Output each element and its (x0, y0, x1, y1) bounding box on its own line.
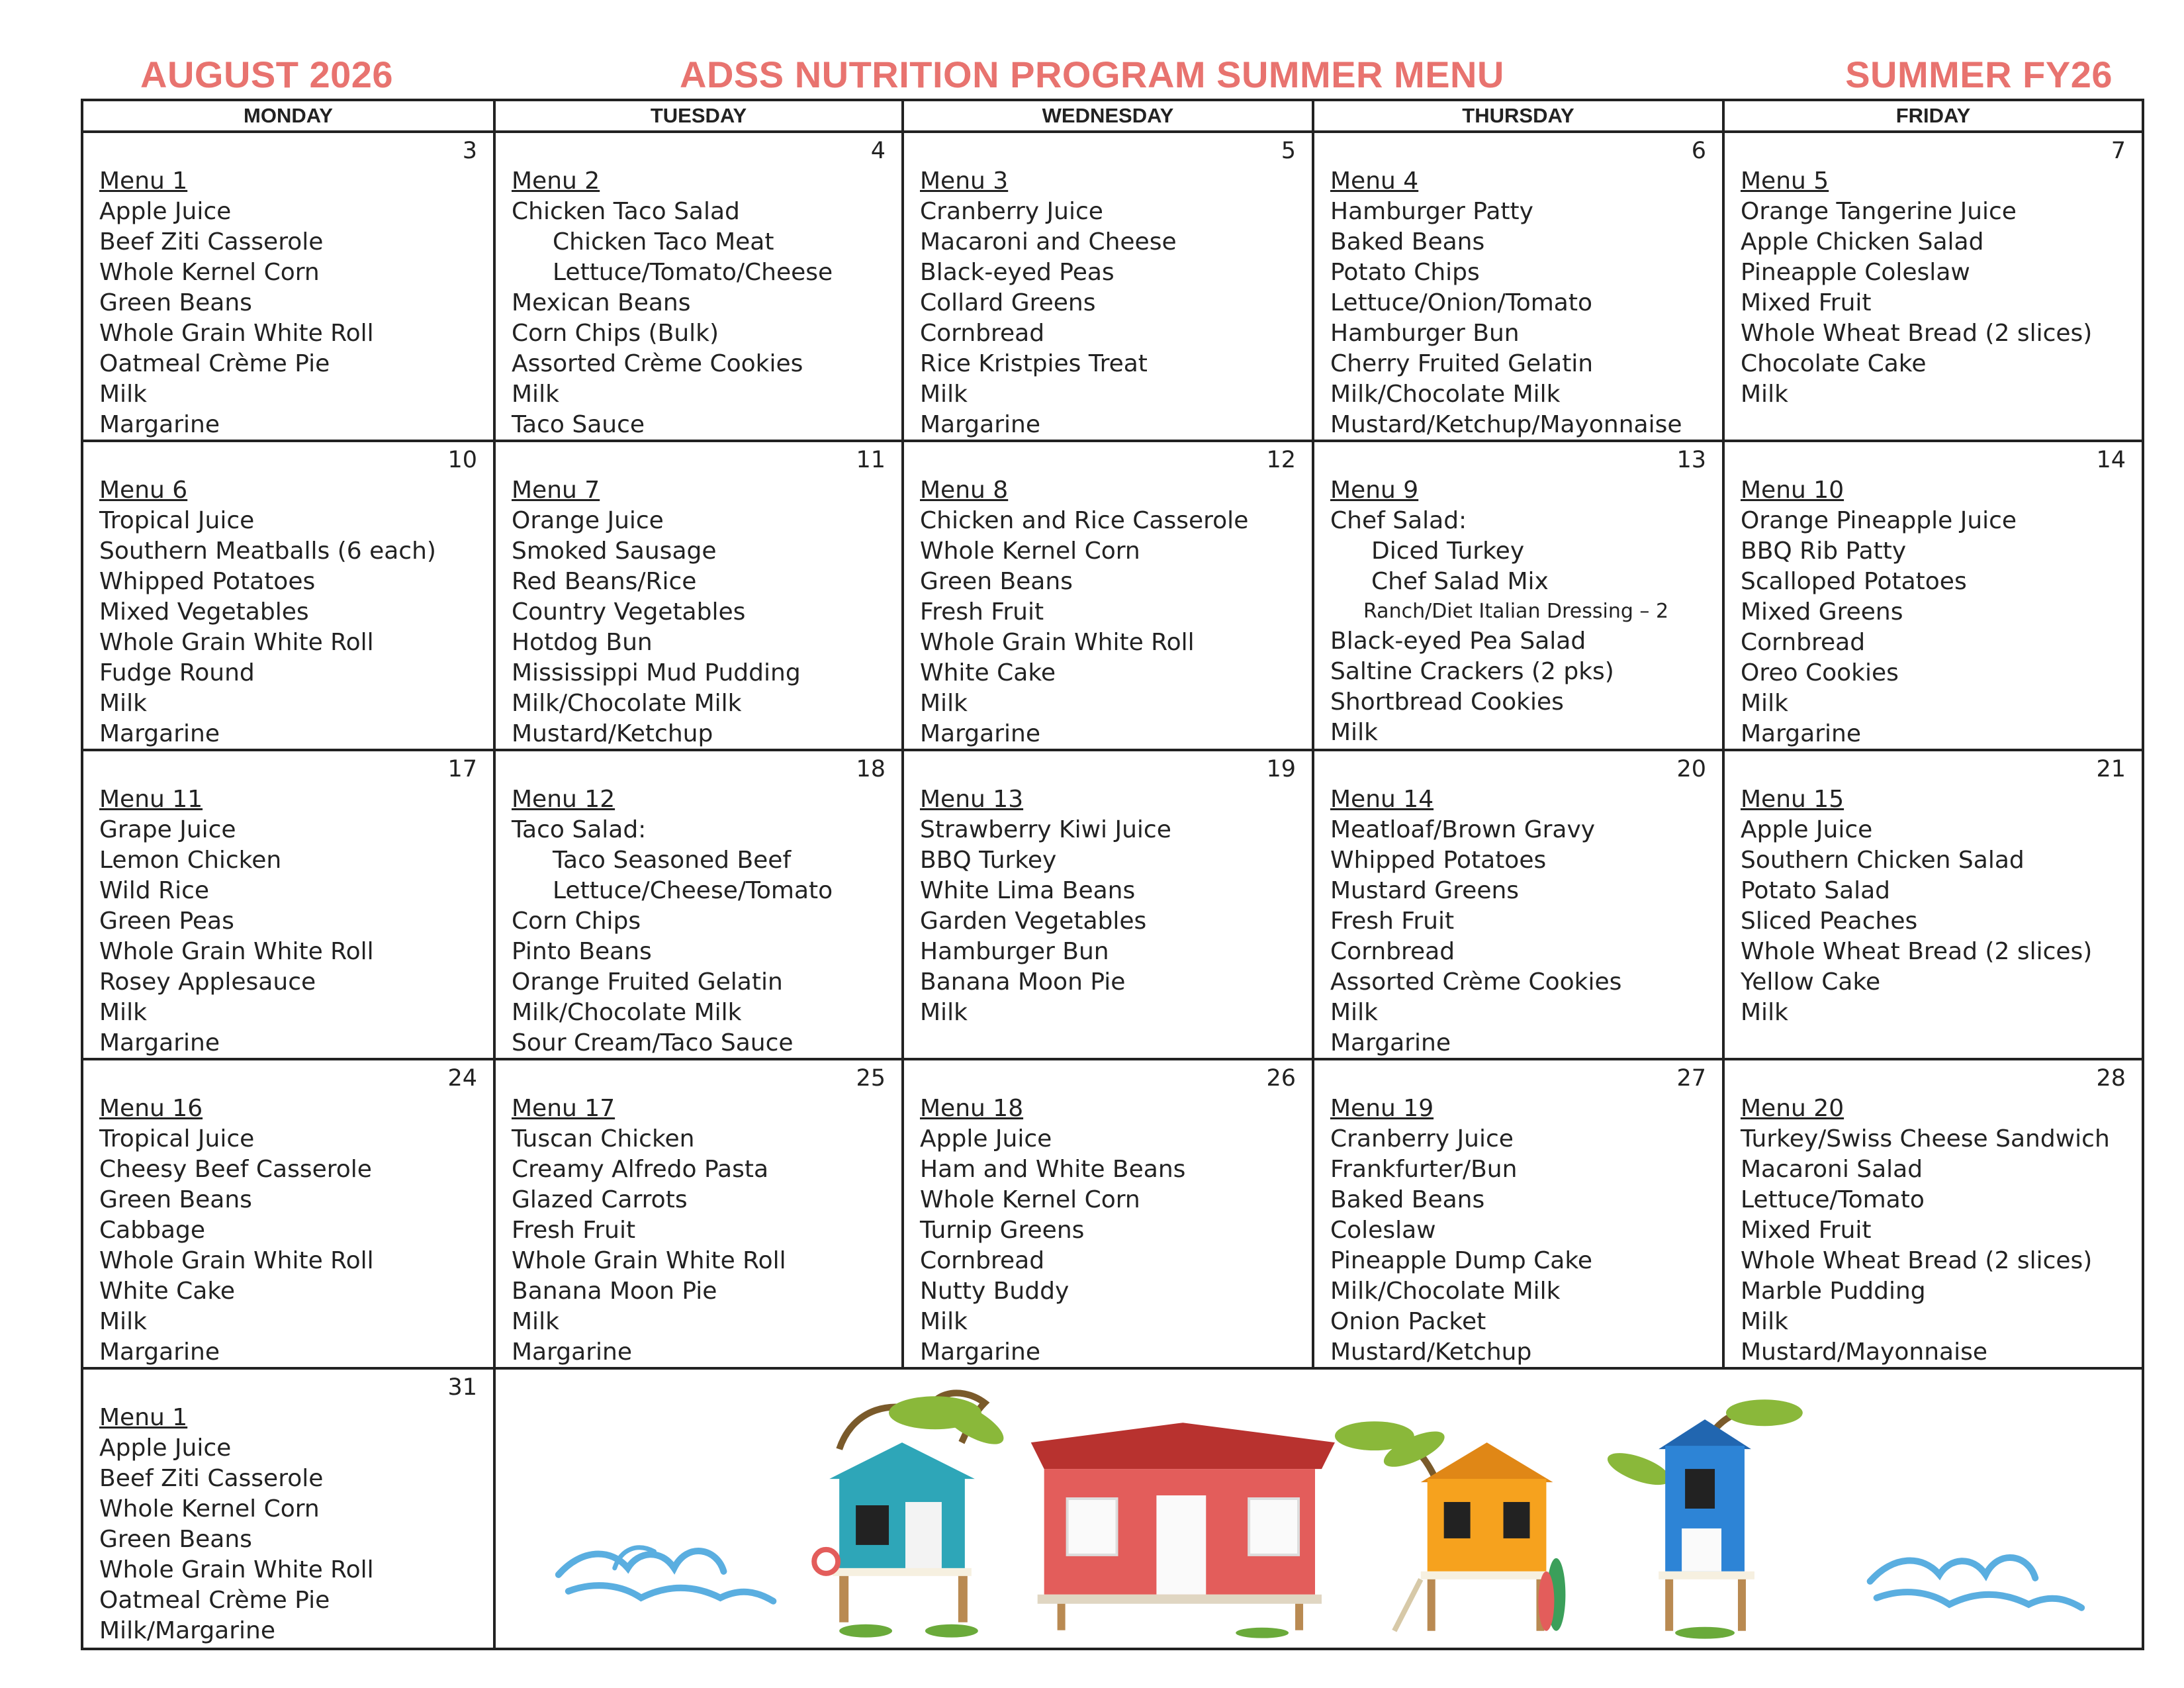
menu-item: Banana Moon Pie (920, 968, 1126, 996)
weekday-header-row (82, 100, 2143, 132)
day-cell (82, 1368, 494, 1649)
day-cell (82, 132, 494, 441)
day-cell (1313, 1059, 1723, 1368)
menu-item: Whipped Potatoes (99, 568, 316, 595)
menu-item: Cornbread (920, 1247, 1045, 1274)
menu-item: Milk (1741, 381, 1788, 408)
menu-item: Southern Meatballs (6 each) (99, 538, 436, 565)
menu-item: Apple Juice (920, 1125, 1052, 1152)
day-number: 10 (447, 447, 477, 473)
day-cell (1723, 750, 2143, 1059)
menu-item: Milk (920, 999, 968, 1026)
menu-item: Milk (99, 381, 147, 408)
menu-item: Milk/Chocolate Milk (1330, 381, 1561, 408)
menu-item: Frankfurter/Bun (1330, 1156, 1518, 1183)
menu-item: Chicken and Rice Casserole (920, 507, 1249, 534)
menu-item: Meatloaf/Brown Gravy (1330, 816, 1596, 843)
menu-number: Menu 5 (1741, 167, 1829, 195)
day-cell (1723, 132, 2143, 441)
menu-item: Margarine (99, 720, 220, 747)
menu-item: Milk (1741, 1308, 1788, 1335)
day-cell (903, 441, 1313, 750)
menu-item: Whole Kernel Corn (99, 1495, 320, 1523)
menu-item: Turnip Greens (920, 1217, 1085, 1244)
day-number: 20 (1676, 756, 1706, 782)
menu-item: Black-eyed Peas (920, 259, 1115, 286)
menu-item: Baked Beans (1330, 1186, 1485, 1213)
menu-item: Lettuce/Tomato/Cheese (553, 259, 833, 286)
menu-item: Lettuce/Tomato (1741, 1186, 1925, 1213)
menu-item: Chicken Taco Salad (512, 198, 740, 225)
day-cell (494, 1059, 903, 1368)
day-number: 17 (447, 756, 477, 782)
menu-item: Apple Juice (1741, 816, 1873, 843)
menu-item: Country Vegetables (512, 598, 746, 626)
day-cell (1313, 750, 1723, 1059)
menu-item: Cherry Fruited Gelatin (1330, 350, 1594, 377)
menu-item: Taco Sauce (512, 411, 645, 438)
menu-item: Whole Grain White Roll (512, 1247, 786, 1274)
menu-item: Milk (1741, 690, 1788, 717)
day-number: 14 (2096, 447, 2126, 473)
menu-item: Milk (99, 1308, 147, 1335)
week-row (82, 132, 2143, 441)
menu-item: Macaroni Salad (1741, 1156, 1923, 1183)
menu-item: Mustard Greens (1330, 877, 1520, 904)
menu-number: Menu 1 (99, 167, 188, 195)
day-number: 31 (447, 1374, 477, 1401)
wave-icon (559, 1548, 773, 1601)
menu-item: Mixed Fruit (1741, 1217, 1872, 1244)
menu-item: Strawberry Kiwi Juice (920, 816, 1171, 843)
menu-number: Menu 10 (1741, 477, 1844, 504)
day-number: 24 (447, 1065, 477, 1092)
menu-item: Assorted Crème Cookies (512, 350, 803, 377)
menu-item: Tropical Juice (99, 507, 255, 534)
menu-item: Whipped Potatoes (1330, 847, 1547, 874)
menu-item: Garden Vegetables (920, 908, 1147, 935)
menu-item: Mixed Greens (1741, 598, 1903, 626)
day-cell (82, 1059, 494, 1368)
menu-item: Creamy Alfredo Pasta (512, 1156, 769, 1183)
menu-item: Oreo Cookies (1741, 659, 1899, 686)
day-number: 18 (856, 756, 886, 782)
menu-number: Menu 7 (512, 477, 600, 504)
menu-item: Whole Wheat Bread (2 slices) (1741, 1247, 2093, 1274)
menu-number: Menu 20 (1741, 1095, 1844, 1122)
menu-item: Milk (920, 690, 968, 717)
menu-item: Coleslaw (1330, 1217, 1436, 1244)
menu-item: Margarine (99, 411, 220, 438)
fiscal-term-title: SUMMER FY26 (1845, 54, 2113, 95)
menu-item: Hamburger Bun (1330, 320, 1520, 347)
menu-item: Hotdog Bun (512, 629, 653, 656)
menu-calendar (81, 99, 2144, 1650)
menu-item: Collard Greens (920, 289, 1096, 316)
menu-item: Cornbread (920, 320, 1045, 347)
menu-item: Apple Juice (99, 1434, 232, 1462)
menu-item: Milk (99, 690, 147, 717)
day-cell (494, 132, 903, 441)
menu-item: Scalloped Potatoes (1741, 568, 1967, 595)
menu-item: Apple Juice (99, 198, 232, 225)
menu-item: Oatmeal Crème Pie (99, 1587, 330, 1614)
menu-item: Tropical Juice (99, 1125, 255, 1152)
menu-item: Southern Chicken Salad (1741, 847, 2025, 874)
menu-number: Menu 9 (1330, 477, 1419, 504)
menu-item: Grape Juice (99, 816, 236, 843)
menu-item: Margarine (99, 1029, 220, 1056)
menu-item: Whole Wheat Bread (2 slices) (1741, 938, 2093, 965)
menu-number: Menu 2 (512, 167, 600, 195)
menu-item: Lettuce/Onion/Tomato (1330, 289, 1592, 316)
menu-item: Mixed Fruit (1741, 289, 1872, 316)
menu-item: Milk/Margarine (99, 1617, 276, 1644)
menu-item: Wild Rice (99, 877, 210, 904)
menu-item: Chef Salad: (1330, 507, 1467, 534)
menu-item: Margarine (920, 720, 1040, 747)
menu-item: Ham and White Beans (920, 1156, 1186, 1183)
menu-item: Whole Grain White Roll (99, 320, 374, 347)
menu-number: Menu 1 (99, 1404, 188, 1431)
menu-number: Menu 17 (512, 1095, 615, 1122)
weekday-header: FRIDAY (1723, 100, 2143, 132)
weekday-header: THURSDAY (1313, 100, 1723, 132)
menu-item: Corn Chips (Bulk) (512, 320, 719, 347)
week-row (82, 1368, 2143, 1649)
menu-item: Mixed Vegetables (99, 598, 309, 626)
program-title: ADSS NUTRITION PROGRAM SUMMER MENU (680, 54, 1504, 95)
menu-item: White Lima Beans (920, 877, 1136, 904)
menu-number: Menu 11 (99, 786, 203, 813)
menu-item: Milk (920, 1308, 968, 1335)
menu-item: Oatmeal Crème Pie (99, 350, 330, 377)
menu-item: Chicken Taco Meat (553, 228, 774, 256)
menu-item: Turkey/Swiss Cheese Sandwich (1741, 1125, 2110, 1152)
menu-item: Fresh Fruit (920, 598, 1044, 626)
day-cell (903, 1059, 1313, 1368)
menu-item: Taco Salad: (512, 816, 647, 843)
menu-item: Sour Cream/Taco Sauce (512, 1029, 794, 1056)
menu-item: Baked Beans (1330, 228, 1485, 256)
menu-item: Banana Moon Pie (512, 1278, 717, 1305)
menu-item: Rice Kristpies Treat (920, 350, 1148, 377)
menu-item: Orange Juice (512, 507, 664, 534)
menu-item: Margarine (1330, 1029, 1451, 1056)
menu-item: Milk (99, 999, 147, 1026)
menu-item: Red Beans/Rice (512, 568, 697, 595)
day-cell (494, 441, 903, 750)
day-cell (1313, 441, 1723, 750)
day-cell (903, 132, 1313, 441)
menu-item: Cornbread (1741, 629, 1866, 656)
day-number: 13 (1676, 447, 1706, 473)
menu-item: Green Beans (99, 1526, 252, 1553)
menu-item: Black-eyed Pea Salad (1330, 628, 1586, 655)
menu-item: Margarine (1741, 720, 1861, 747)
menu-item: Cranberry Juice (920, 198, 1103, 225)
menu-item: Orange Pineapple Juice (1741, 507, 2017, 534)
day-number: 11 (856, 447, 886, 473)
menu-item: Fresh Fruit (1330, 908, 1455, 935)
weekday-header: MONDAY (82, 100, 494, 132)
month-title: AUGUST 2026 (140, 54, 394, 95)
menu-item: Margarine (99, 1338, 220, 1366)
menu-item: Chocolate Cake (1741, 350, 1927, 377)
menu-item: Taco Seasoned Beef (553, 847, 792, 874)
menu-item: Cranberry Juice (1330, 1125, 1514, 1152)
orange-beach-house (1335, 1421, 1565, 1630)
menu-item: Margarine (920, 411, 1040, 438)
menu-item: Onion Packet (1330, 1308, 1486, 1335)
menu-number: Menu 19 (1330, 1095, 1434, 1122)
day-cell (494, 750, 903, 1059)
menu-item: Whole Grain White Roll (99, 1556, 374, 1583)
menu-item: Glazed Carrots (512, 1186, 688, 1213)
menu-item: Green Beans (99, 289, 252, 316)
day-number: 27 (1676, 1065, 1706, 1092)
menu-number: Menu 12 (512, 786, 615, 813)
day-number: 21 (2096, 756, 2126, 782)
menu-item: Milk/Chocolate Milk (1330, 1278, 1561, 1305)
wave-icon (1870, 1558, 2081, 1608)
menu-item: Orange Tangerine Juice (1741, 198, 2017, 225)
menu-number: Menu 8 (920, 477, 1009, 504)
menu-item: Shortbread Cookies (1330, 688, 1564, 716)
day-number: 7 (2111, 138, 2126, 164)
menu-number: Menu 6 (99, 477, 188, 504)
beach-houses-illustration (496, 1370, 2142, 1648)
menu-item: Green Beans (99, 1186, 252, 1213)
menu-item: Sliced Peaches (1741, 908, 1918, 935)
day-number: 19 (1266, 756, 1296, 782)
menu-number: Menu 13 (920, 786, 1024, 813)
menu-item: Whole Grain White Roll (920, 629, 1195, 656)
menu-item: Whole Kernel Corn (920, 538, 1140, 565)
menu-item: Mustard/Mayonnaise (1741, 1338, 1988, 1366)
menu-item: Marble Pudding (1741, 1278, 1926, 1305)
menu-number: Menu 14 (1330, 786, 1434, 813)
menu-item: Beef Ziti Casserole (99, 1465, 324, 1492)
menu-item: Mexican Beans (512, 289, 691, 316)
week-row (82, 441, 2143, 750)
menu-item: Ranch/Diet Italian Dressing – 2 (1363, 600, 1669, 623)
day-cell (1723, 441, 2143, 750)
menu-item: Pineapple Dump Cake (1330, 1247, 1593, 1274)
menu-item: Pineapple Coleslaw (1741, 259, 1970, 286)
menu-item: BBQ Turkey (920, 847, 1057, 874)
menu-item: Cabbage (99, 1217, 205, 1244)
weekday-header: TUESDAY (494, 100, 903, 132)
day-cell (1313, 132, 1723, 441)
menu-item: Fudge Round (99, 659, 255, 686)
menu-item: Milk (512, 381, 559, 408)
day-cell (1723, 1059, 2143, 1368)
menu-item: Potato Salad (1741, 877, 1891, 904)
menu-item: Milk/Chocolate Milk (512, 999, 742, 1026)
shrubs (839, 1624, 1735, 1639)
menu-item: Milk (1741, 999, 1788, 1026)
menu-item: Whole Grain White Roll (99, 629, 374, 656)
menu-item: Tuscan Chicken (512, 1125, 695, 1152)
menu-item: White Cake (920, 659, 1056, 686)
blue-beach-house (1604, 1399, 1803, 1630)
menu-item: Whole Kernel Corn (99, 259, 320, 286)
menu-number: Menu 4 (1330, 167, 1419, 195)
day-cell (82, 750, 494, 1059)
menu-item: Whole Grain White Roll (99, 938, 374, 965)
menu-item: Mustard/Ketchup/Mayonnaise (1330, 411, 1682, 438)
menu-item: Diced Turkey (1371, 538, 1525, 565)
menu-item: Macaroni and Cheese (920, 228, 1177, 256)
menu-item: Potato Chips (1330, 259, 1480, 286)
day-number: 28 (2096, 1065, 2126, 1092)
week-row (82, 1059, 2143, 1368)
week-row (82, 750, 2143, 1059)
day-number: 12 (1266, 447, 1296, 473)
menu-item: White Cake (99, 1278, 236, 1305)
decoration-cell (494, 1368, 2143, 1649)
menu-number: Menu 3 (920, 167, 1009, 195)
day-cell (82, 441, 494, 750)
menu-item: Milk/Chocolate Milk (512, 690, 742, 717)
menu-item: Corn Chips (512, 908, 641, 935)
day-number: 25 (856, 1065, 886, 1092)
menu-item: Saltine Crackers (2 pks) (1330, 658, 1614, 685)
day-number: 4 (870, 138, 886, 164)
red-beach-house (1031, 1423, 1335, 1630)
menu-item: Milk (512, 1308, 559, 1335)
menu-number: Menu 15 (1741, 786, 1844, 813)
menu-item: Milk (1330, 719, 1378, 746)
menu-item: Margarine (920, 1338, 1040, 1366)
menu-item: Milk (1330, 999, 1378, 1026)
menu-item: Pinto Beans (512, 938, 652, 965)
day-number: 6 (1691, 138, 1706, 164)
day-number: 3 (462, 138, 477, 164)
menu-item: Chef Salad Mix (1371, 568, 1549, 595)
menu-item: Hamburger Bun (920, 938, 1109, 965)
menu-item: Milk (920, 381, 968, 408)
menu-item: Fresh Fruit (512, 1217, 636, 1244)
menu-item: Orange Fruited Gelatin (512, 968, 783, 996)
menu-item: Lemon Chicken (99, 847, 282, 874)
menu-item: Whole Grain White Roll (99, 1247, 374, 1274)
menu-item: BBQ Rib Patty (1741, 538, 1907, 565)
menu-item: Rosey Applesauce (99, 968, 316, 996)
menu-item: Cheesy Beef Casserole (99, 1156, 372, 1183)
menu-item: Whole Wheat Bread (2 slices) (1741, 320, 2093, 347)
menu-item: Hamburger Patty (1330, 198, 1533, 225)
day-cell (903, 750, 1313, 1059)
menu-item: Margarine (512, 1338, 632, 1366)
menu-item: Assorted Crème Cookies (1330, 968, 1622, 996)
menu-item: Green Beans (920, 568, 1073, 595)
day-number: 5 (1281, 138, 1296, 164)
menu-item: Mustard/Ketchup (1330, 1338, 1532, 1366)
menu-item: Whole Kernel Corn (920, 1186, 1140, 1213)
menu-item: Mississippi Mud Pudding (512, 659, 801, 686)
weekday-header: WEDNESDAY (903, 100, 1313, 132)
menu-item: Lettuce/Cheese/Tomato (553, 877, 833, 904)
menu-item: Yellow Cake (1741, 968, 1881, 996)
menu-number: Menu 18 (920, 1095, 1024, 1122)
menu-item: Apple Chicken Salad (1741, 228, 1984, 256)
day-number: 26 (1266, 1065, 1296, 1092)
menu-item: Cornbread (1330, 938, 1455, 965)
menu-item: Nutty Buddy (920, 1278, 1069, 1305)
menu-item: Beef Ziti Casserole (99, 228, 324, 256)
menu-item: Green Peas (99, 908, 234, 935)
menu-item: Mustard/Ketchup (512, 720, 713, 747)
teal-beach-house (814, 1393, 1009, 1622)
menu-number: Menu 16 (99, 1095, 203, 1122)
menu-item: Smoked Sausage (512, 538, 717, 565)
